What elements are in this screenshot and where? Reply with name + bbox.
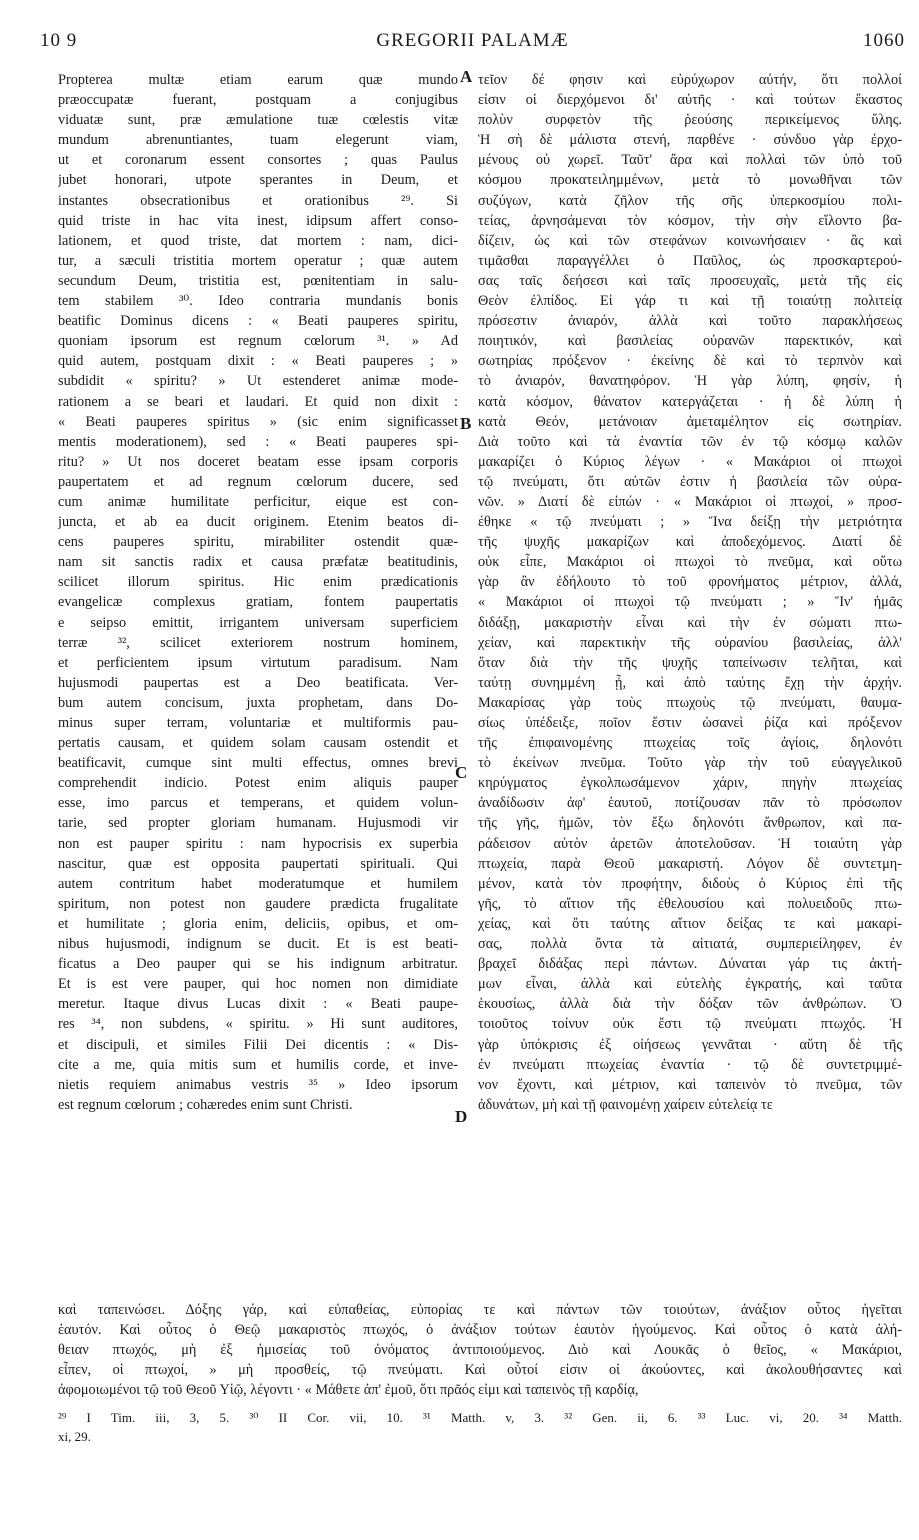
latin-text-line: ficatus a Deo pauper qui se his indignum arbitratur.	[58, 956, 458, 973]
greek-text-line: τὸ ἐκείνων πνεῦμα. Τοῦτο γὰρ τὴν τοῦ εὐαγγελικοῦ	[478, 755, 902, 772]
latin-text-line: Propterea multæ etiam earum quæ mundo	[58, 72, 458, 88]
latin-text-line: non est pauper spiritu : nam hypocrisis ex superbia	[58, 835, 458, 852]
greek-text-line: νῶν. » Διατί δὲ εἰπών · « Μακάριοι οἱ πτωχοί, » προσ-	[478, 493, 902, 510]
greek-text-line: σωτηρίας πρόξενον · ἐκείνης δὲ καὶ τὸ τερπνὸν καὶ	[478, 353, 902, 370]
greek-text-line: ταύτῃ συνημμένη ᾖ, καὶ ἀπὸ ταύτης ἔχῃ τὴν ἀρχήν.	[478, 674, 902, 691]
full-width-greek-text	[58, 1300, 902, 1400]
latin-text-line: nam sit sanctis radix et causa præfatæ beatitudinis,	[58, 554, 458, 571]
latin-text-line: subdidit « spiritu? » Ut estenderet animæ mode-	[58, 373, 458, 390]
greek-text-line: τῆς ἐπιφαινομένης πτωχείας τοῖς ἁγίοις, δηλονότι	[478, 735, 902, 752]
greek-text-line: Θεὸν ἐλπίδος. Εἰ γάρ τι καὶ τῇ τοιαύτῃ πολιτείᾳ	[478, 293, 902, 310]
greek-text-line: τῆς γῆς, ἡμῶν, τὸν ἔξω δηλονότι ἄνθρωπον, καὶ πα-	[478, 815, 902, 832]
latin-text-line: cum animæ humilitate perficitur, eique est con-	[58, 493, 458, 510]
latin-text-line: secundum Deum, tristitia est, pœnitentiam in salu-	[58, 272, 458, 289]
greek-text-line: κατὰ κόσμον, θάνατον κατεργάζεται · ἡ δὲ λύπη ἡ	[478, 393, 902, 410]
latin-text-line: e seipso emittit, irrigantem universam superficiem	[58, 614, 458, 631]
latin-text-line: « Beati pauperes spiritus » (sic enim significasset	[58, 413, 458, 430]
greek-text-line: ἀναδίδωσιν ἀφ' ἑαυτοῦ, ποτίζουσαν πᾶν τὸ πρόσωπον	[478, 795, 902, 812]
margin-marker-b: B	[460, 414, 472, 433]
greek-text-line: κηρύγματος ἐγκολπωσάμενον χάριν, πηγὴν πτωχείας	[478, 775, 902, 792]
latin-text-line: juncta, et ab ea ducit originem. Etenim beatos di-	[58, 514, 458, 531]
latin-text-line: et perficientem ipsum virtutum paradisum. Nam	[58, 654, 458, 671]
latin-text-line: scilicet illorum spiritus. Hic enim prædicationis	[58, 574, 458, 591]
greek-text-line: συζύγων, κατὰ ζῆλον τῆς σῆς ὑπερκοσμίου πολι-	[478, 192, 902, 209]
greek-text-line: τῆς ψυχῆς μακαρίζων καὶ ἀποδεχόμενος. Διατί δὲ	[478, 534, 902, 551]
latin-text-line: bum autem concisum, juxta prophetam, dans Do-	[58, 694, 458, 711]
latin-text-line: quoniam ipsorum est regnum cœlorum ³¹. » Ad	[58, 333, 458, 350]
full-width-text-line: εἶπεν, οἱ πτωχοί, » μὴ προσθείς, τῷ πνεύματι. Καὶ οὗτοί εἰσιν οἱ ἀκούοντες, καὶ ἀκολουθήσαντες καὶ	[58, 1362, 902, 1379]
latin-text-line: cens pauperes spiritu, mirabiliter ostendit quæ-	[58, 534, 458, 551]
latin-text-line: mentis moderationem), sed : « Beati pauperes spi-	[58, 433, 458, 450]
latin-text-line: minus super terram, voluntariæ et multiformis pau-	[58, 715, 458, 731]
greek-text-line: τοιοῦτος τοίνυν οὐκ ἔστι τῷ πνεύματι πτωχός. Ἡ	[478, 1016, 902, 1033]
greek-text-line: χείαν, καὶ παρεκτικὴν τῆς οὐρανίου βασιλείας, ἀλλ'	[478, 634, 902, 651]
greek-text-line: μακαρίζει ὁ Κύριος λέγων · « Μακάριοι οἱ πτωχοὶ	[478, 453, 902, 470]
greek-text-line: διδάξῃ, μακαριστὴν εἶναι καὶ τὴν ἐν σώματι πτω-	[478, 614, 902, 631]
latin-text-line: esse, imo parcus et temperans, et quidem volun-	[58, 795, 458, 812]
greek-text-line: βραχεῖ διδάξας περὶ πάντων. Δύναται γάρ τις ἀκτή-	[478, 956, 902, 973]
greek-text-line: σας ταῖς δεήσεσι καὶ ταῖς προσευχαῖς, μετὰ τῆς εἰς	[478, 272, 902, 289]
running-title: GREGORII PALAMÆ	[376, 30, 569, 51]
greek-text-line: οὐκ εἶπε, Μακάριοι οἱ πτωχοὶ τὸ πνεῦμα, καὶ οὕτω	[478, 554, 902, 571]
greek-text-line: νον ἔχοντι, καὶ μέτριον, καὶ ταπεινὸν τὸ πνεῦμα, τῶν	[478, 1076, 902, 1093]
latin-text-line: nascitur, quæ est opposita paupertati spirituali. Qui	[58, 855, 458, 872]
latin-text-line: Et is est vere pauper, qui hoc nomen non dimidiate	[58, 976, 458, 993]
latin-text-line: beatificavit, cumque sint multi effectus, omnes brevi	[58, 755, 458, 772]
greek-text-line: Μακαρίσας γὰρ τοὺς πτωχοὺς τῷ πνεύματι, θαυμα-	[478, 694, 902, 711]
latin-text-line: beatific Dominus dicens : « Beati pauperes spiritu,	[58, 313, 458, 330]
latin-text-line: præoccupatæ fuerant, postquam a conjugibus	[58, 92, 458, 109]
latin-text-line: hujusmodi paupertas est a Deo beatificata. Ver-	[58, 674, 458, 691]
greek-text-line: τείας, ἀρνησάμεναι τὸν κόσμον, τὴν σὴν εἵλοντο βα-	[478, 212, 902, 229]
latin-text-line: tur, a sæculi tristitia mortem operatur ; quæ autem	[58, 252, 458, 269]
greek-text-line: Διὰ τοῦτο καὶ τὰ ἐναντία τῶν ἐν τῷ κόσμῳ καλῶν	[478, 433, 902, 450]
greek-text-line: Ἡ σὴ δὲ μάλιστα στενή, παρθένε · σύνδυο γὰρ ἐρχο-	[478, 132, 902, 149]
greek-text-line: τῷ πνεύματι, ὅτι αὐτῶν ἐστιν ἡ βασιλεία τῶν οὐρα-	[478, 473, 902, 490]
latin-text-line: paupertatem et ad regnum cœlorum ducere, sed	[58, 473, 458, 490]
greek-text-line: σίως ὑπέδειξε, ποῖον ἔστιν ὡσανεὶ ῥίζα καὶ πρόξενον	[478, 715, 902, 731]
page-column-number-right: 1060	[863, 30, 905, 51]
greek-text-line: ἑκουσίως, ἀλλὰ διὰ τὴν δόξαν τῶν ἀνθρώπων. Ὁ	[478, 996, 902, 1013]
greek-text-line: τὸ ἀνιαρόν, θανατηφόρον. Ἡ γὰρ λύπη, φησίν, ἡ	[478, 373, 902, 390]
latin-text-line: rationem a se beari et laudari. Et quid non dixit :	[58, 393, 458, 410]
greek-text-line: γὰρ ἂν ἐδήλουτο τὸ τοῦ φρονήματος μέτριον, ἀλλά,	[478, 574, 902, 591]
greek-text-line: τεῖον δέ φησιν καὶ εὐρύχωρον αὐτήν, ὅτι πολλοί	[478, 72, 902, 88]
page-header	[40, 30, 905, 62]
latin-text-line: ut et coronarum essent consortes ; quas Paulus	[58, 152, 458, 169]
full-width-text-line: ἑαυτόν. Καὶ οὗτος ὁ Θεῷ μακαριστὸς πτωχός, ὁ ἀνάξιον τούτων ἑαυτὸν ἡγούμενος. Καὶ οὗτος ὁ κατὰ ἀλή-	[58, 1322, 902, 1339]
greek-column	[478, 70, 902, 1115]
latin-text-line: mundum abrenuntiantes, tuam elegerunt viam,	[58, 132, 458, 149]
latin-text-line: nietis requiem animabus vestris ³⁵ » Ideo ipsorum	[58, 1076, 458, 1093]
latin-text-line: meretur. Itaque divus Lucas dixit : « Beati paupe-	[58, 996, 458, 1013]
latin-text-line: jubet honorari, utpote sperantes in Deum, et	[58, 172, 458, 189]
latin-text-line: nibus hujusmodi, indignum se ducit. Et is est beati-	[58, 936, 458, 953]
latin-text-line: autem contritum habet moderatumque et humilem	[58, 875, 458, 892]
greek-text-line: ράδεισον αὐτὸν ἀρετῶν ἀποτελοῦσαν. Ἡ τοιαύτη γὰρ	[478, 835, 902, 852]
latin-text-line: et discipuli, et similes Filii Dei dicentis : « Dis-	[58, 1036, 458, 1053]
greek-text-line: κατὰ Θεόν, μετάνοιαν ἀμεταμέλητον εἰς σωτηρίαν.	[478, 413, 902, 430]
greek-text-line: πρόσεστιν ἀνιαρόν, ἀλλὰ καὶ τοῦτο παρακλήσεως	[478, 313, 902, 330]
latin-text-line: evangelicæ complexus gratiam, fontem paupertatis	[58, 594, 458, 611]
greek-text-line: ὅταν διὰ τὴν τῆς ψυχῆς ταπείνωσιν τελῆται, καὶ	[478, 654, 902, 671]
greek-text-line: εἰσιν οἱ διερχόμενοι δι' αὐτῆς · καὶ τούτων ἕκαστος	[478, 92, 902, 109]
greek-text-line: μων εἶναι, ἀλλὰ καὶ εὐτελὴς ἐγκρατής, καὶ ταῦτα	[478, 976, 902, 993]
latin-text-line: ritu? » Ut nos doceret beatam esse ipsam corporis	[58, 453, 458, 470]
footnotes	[58, 1408, 902, 1446]
greek-text-line: γὰρ ὑπόκρισις ἐξ οἰήσεως γεννᾶται · αὕτη δὲ τῆς	[478, 1036, 902, 1053]
full-width-text-line: θειαν πτωχός, μὴ ἐξ ἡμισείας τοῦ ὀνόματος ἀντιποιούμενος. Διὸ καὶ Λουκᾶς ὁ θεῖος, « Μακάριοι,	[58, 1342, 902, 1359]
latin-text-line: quid triste in hac vita inest, idipsum affert conso-	[58, 212, 458, 229]
greek-text-line: κόσμου προκατειλημμένων, μετὰ τὸ μονωθῆναι τῶν	[478, 172, 902, 189]
greek-text-line: ποιητικόν, καὶ βασιλείας οὐρανῶν παρεκτικόν, καὶ	[478, 333, 902, 350]
full-width-text-line: καὶ ταπεινώσει. Δόξης γάρ, καὶ εὐπαθείας, εὐπορίας τε καὶ πάντων τῶν τοιούτων, ἀνάξιον οὗτος ἡγεῖται	[58, 1302, 902, 1318]
footnote-line: ²⁹ I Tim. iii, 3, 5. ³⁰ II Cor. vii, 10. ³¹ Matth. v, 3. ³² Gen. ii, 6. ³³ Luc. vi, 20. ³⁴ Matth.	[58, 1410, 902, 1425]
latin-text-line: est regnum cœlorum ; cohæredes enim sunt Christi.	[58, 1096, 353, 1113]
greek-text-line: έθηκε « τῷ πνεύματι ; » Ἵνα δείξῃ τὴν μετριότητα	[478, 514, 902, 531]
greek-text-line: δίζειν, ὡς καὶ τῶν στεφάνων κοινωνήσαιεν · ἃς καὶ	[478, 232, 902, 249]
greek-text-line: γῆς, τὸ αἴτιον τῆς ἐθελουσίου καὶ πολυειδοῦς πτω-	[478, 895, 902, 912]
greek-text-line: ἀδυνάτων, μὴ καὶ τῇ φαινομένῃ χαίρειν εὐτελείᾳ τε	[478, 1096, 773, 1113]
margin-marker-a: A	[460, 67, 473, 86]
latin-text-line: viduatæ sunt, præ æmulatione tuæ cœlestis vitæ	[58, 112, 458, 129]
greek-text-line: πτωχεία, παρὰ Θεοῦ μακαριστή. Λόγον δὲ συντετμη-	[478, 855, 902, 872]
footnote-line: xi, 29.	[58, 1429, 91, 1444]
latin-text-line: res ³⁴, non subdens, « spiritu. » Hi sunt auditores,	[58, 1016, 458, 1033]
greek-text-line: ἐν πνεύματι πτωχείας ἐναντία · τῷ δὲ συντετριμμέ-	[478, 1056, 902, 1073]
latin-text-line: tem stabilem ³⁰. Ideo contraria mundanis bonis	[58, 293, 458, 310]
margin-marker-d: D	[455, 1107, 468, 1126]
latin-text-line: et humilitate ; gloria enim, deliciis, opibus, et om-	[58, 915, 458, 932]
greek-text-line: χείας, καὶ ὅτι ταύτης αἴτιον δείξας τε καὶ μακαρί-	[478, 915, 902, 932]
greek-text-line: τιμᾶσθαι παραγγέλλει ὁ Παῦλος, ὡς προσκαρτερού-	[478, 252, 902, 269]
latin-column	[58, 70, 458, 1115]
greek-text-line: σας, πολλὰ ὄντα τὰ αἰτιατά, συμπεριείληφεν, ἐν	[478, 936, 902, 953]
latin-text-line: pertatis causam, et quidem solam causam ostendit et	[58, 735, 458, 752]
greek-text-line: μένον, κατὰ τὸν προφήτην, διδοὺς ὁ Κύριος ἐπὶ τῆς	[478, 875, 902, 892]
full-width-text-line: ἀφομοιωμένοι τῷ τοῦ Θεοῦ Υἱῷ, λέγοντι · « Μάθετε ἀπ' ἐμοῦ, ὅτι πρᾶός εἰμι καὶ ταπεινὸς τῇ καρδίᾳ,	[58, 1382, 639, 1399]
greek-text-line: μένους οὐ χωρεῖ. Ταῦτ' ἄρα καὶ πολλαὶ τῶν ὑπὸ τοῦ	[478, 152, 902, 169]
latin-text-line: spiritum, non potest non gaudere prædicta frugalitate	[58, 895, 458, 912]
margin-marker-c: C	[455, 763, 468, 782]
latin-text-line: tarie, sed propter gloriam humanam. Hujusmodi vir	[58, 815, 458, 832]
latin-text-line: quid autem, postquam dixit : « Beati pauperes ; »	[58, 353, 458, 370]
latin-text-line: comprehendit indicio. Potest enim aliquis pauper	[58, 775, 458, 792]
greek-text-line: « Μακάριοι οἱ πτωχοὶ τῷ πνεύματι ; » Ἵν' ἡμᾶς	[478, 594, 902, 611]
latin-text-line: cite a me, quia mitis sum et humilis corde, et inve-	[58, 1056, 458, 1073]
greek-text-line: πολὺν συρφετὸν τῆς ῥεούσης περικείμενος ὕλης.	[478, 112, 902, 129]
latin-text-line: terræ ³², scilicet exteriorem nostrum hominem,	[58, 634, 458, 651]
latin-text-line: lationem, et quod triste, dat mortem : nam, dici-	[58, 232, 458, 249]
latin-text-line: instantes obsecrationibus et orationibus ²⁹. Si	[58, 192, 458, 209]
page-column-number-left: 10 9	[40, 30, 78, 51]
